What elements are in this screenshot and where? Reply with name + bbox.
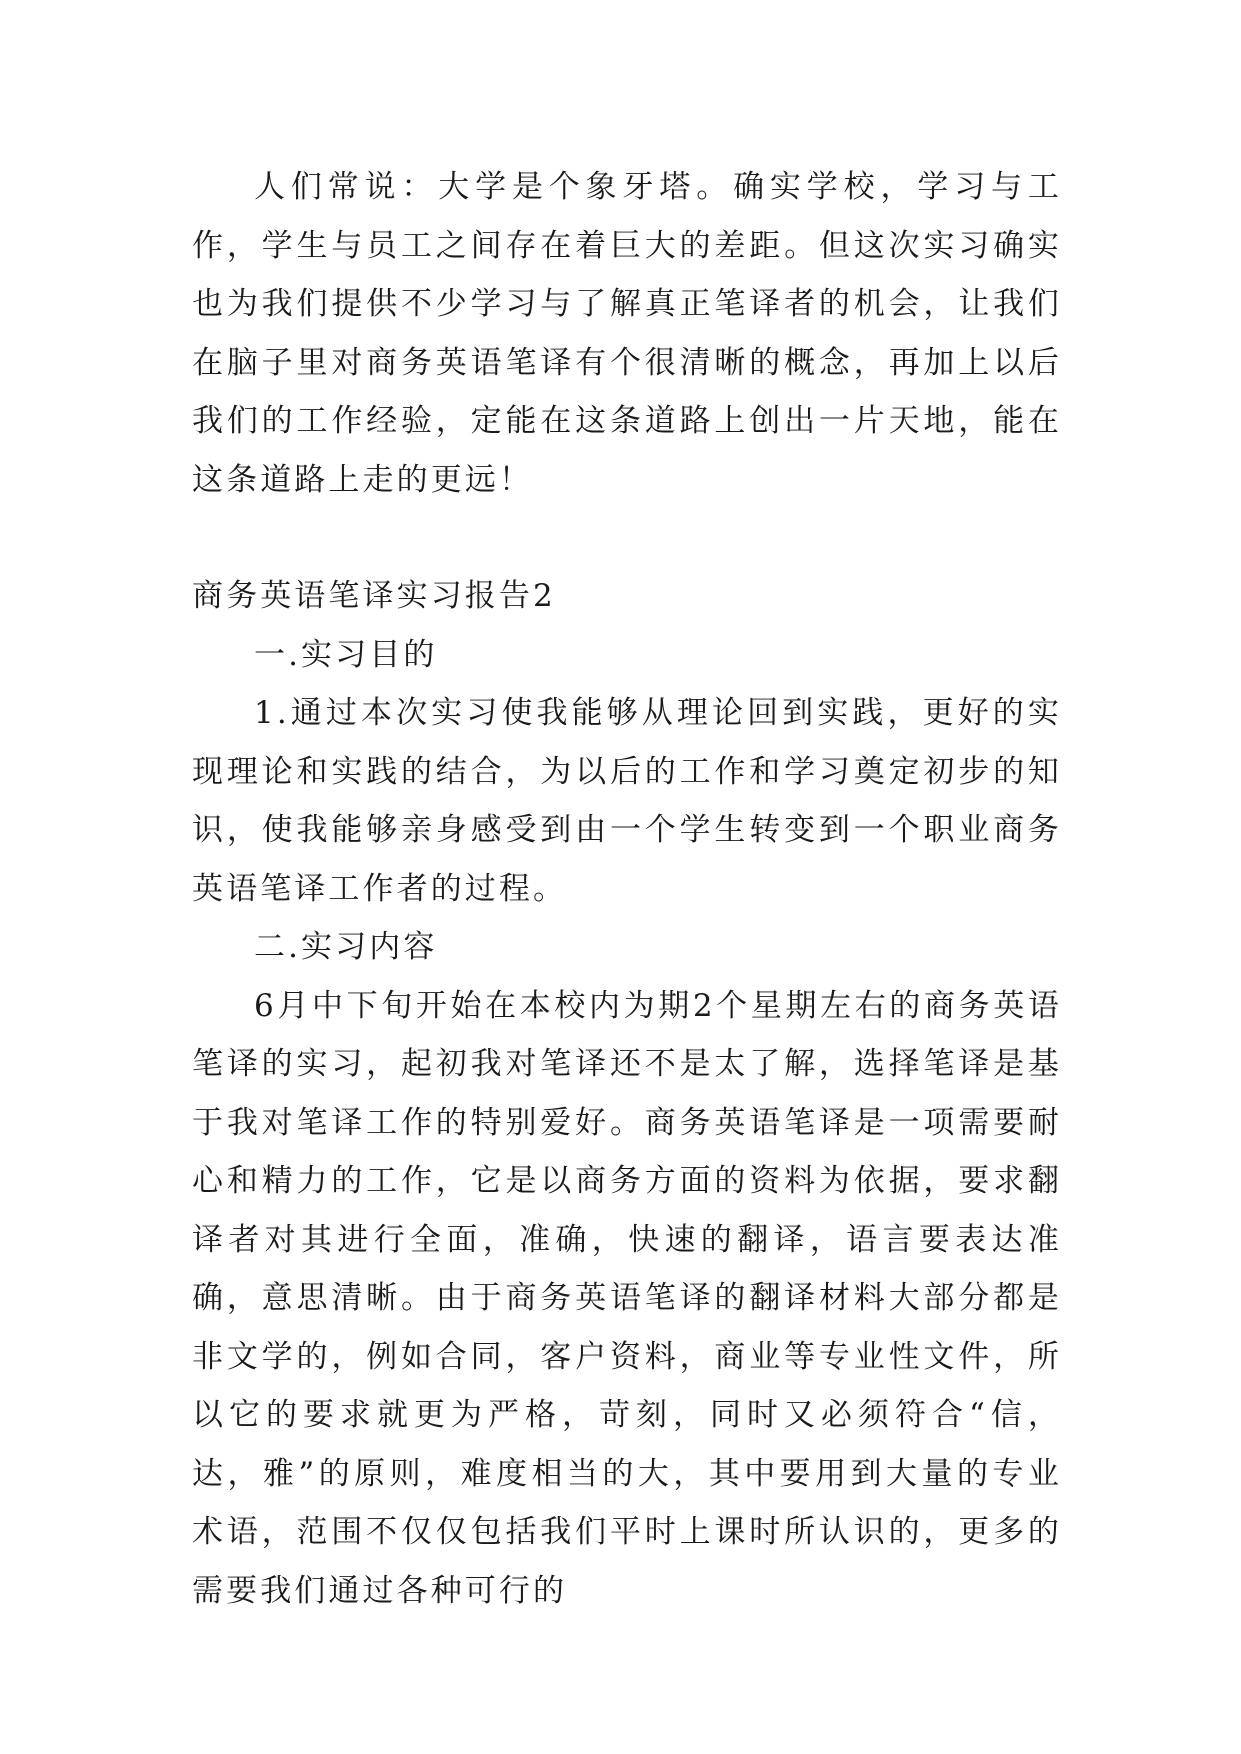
section2-heading: 二.实习内容 (254, 929, 438, 965)
document-body (192, 158, 1062, 1620)
report-title: 商务英语笔译实习报告2 (192, 578, 556, 614)
section2-paragraph: 6月中下旬开始在本校内为期2个星期左右的商务英语笔译的实习，起初我对笔译还不是太了解，选择笔译是基于我对笔译工作的特别爱好。商务英语笔译是一项需要耐心和精力的工作，它是以商务方面的资料为依据，要求翻译者对其进行全面，准确，快速的翻译，语言要表达准确，意思清晰。由于商务英语笔译的翻译材料大部分都是非文学的，例如合同，客户资料，商业等专业性文件，所以它的要求就更为严格，苛刻，同时又必须符合“信，达，雅”的原则，难度相当的大，其中要用到大量的专业术语，范围不仅仅包括我们平时上课时所认识的，更多的需要我们通过各种可行的 (192, 987, 1062, 1609)
section1-paragraph: 1.通过本次实习使我能够从理论回到实践，更好的实现理论和实践的结合，为以后的工作和学习奠定初步的知识，使我能够亲身感受到由一个学生转变到一个职业商务英语笔译工作者的过程。 (192, 695, 1062, 907)
paragraph-spacer (192, 509, 1062, 567)
section1-heading: 一.实习目的 (254, 636, 438, 673)
intro-paragraph: 人们常说：大学是个象牙塔。确实学校，学习与工作，学生与员工之间存在着巨大的差距。但这次实习确实也为我们提供不少学习与了解真正笔译者的机会，让我们在脑子里对商务英语笔译有个很清晰的概念，再加上以后我们的工作经验，定能在这条道路上创出一片天地，能在这条道路上走的更远！ (192, 169, 1062, 498)
